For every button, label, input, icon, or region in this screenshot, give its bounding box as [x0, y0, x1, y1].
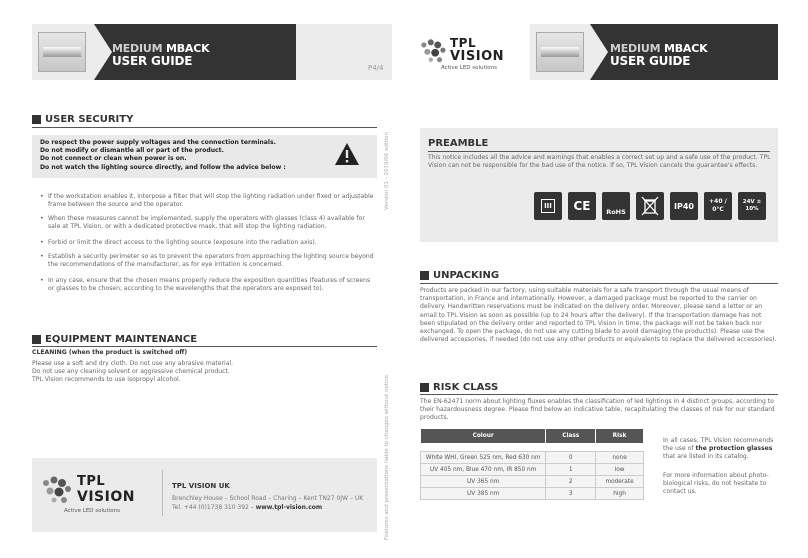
tpl-logo-dots-icon — [40, 475, 80, 505]
ip40-icon: IP40 — [670, 192, 698, 220]
risk-intro: The EN-62471 norm about lighting fluxes enables the classification of led lightings in 4 distinct groups, according to their hazardousness degree. Please find below an indicative table, recapitulating the classes of risk for our standard products. — [420, 398, 775, 422]
weee-bin-icon — [636, 192, 664, 220]
security-bullet: • Forbid or limit the direct access to the lighting source (exposure into the radiation axis). — [40, 239, 378, 247]
preamble-heading: PREAMBLE — [428, 138, 489, 149]
divider — [420, 283, 778, 284]
table-row: UV 385 nm 3 high — [421, 488, 644, 500]
footer-logo-tagline: Active LED solutions — [64, 508, 120, 514]
divider — [428, 151, 770, 152]
maintenance-heading: EQUIPMENT MAINTENANCE — [32, 334, 197, 345]
footer-logo-tpl: TPL — [77, 474, 106, 489]
divider — [32, 127, 377, 128]
header-logo-tagline: Active LED solutions — [441, 65, 497, 71]
version-text: Version 01 - 2019/06 edition — [384, 132, 390, 210]
unpacking-heading: UNPACKING — [420, 270, 499, 281]
header-logo-vision: VISION — [450, 49, 505, 64]
security-bullet: • If the workstation enables it, interpose a filter that will stop the lighting radiation under fixed or adjustable frame between the source and the operator. — [40, 193, 378, 209]
divider — [32, 346, 377, 347]
features-notice: Features and presentations liable to changes without notice. — [384, 373, 390, 540]
preamble-text: This notice includes all the advice and warnings that enables a correct set up and a safe use of the product. TPL Vision can not be responsible for the bad use of the notice. If so, TPL Vision cancels the guarantee's effects. — [428, 154, 771, 170]
user-security-heading: USER SECURITY — [32, 114, 133, 125]
table-row: UV 365 nm 2 moderate — [421, 476, 644, 488]
risk-note-contact: For more information about photo-biological risks, do not hesitate to contact us. — [663, 472, 769, 496]
product-image — [536, 32, 584, 72]
temperature-icon: +40 / 0°C — [704, 192, 732, 220]
security-bullet: • Establish a security perimeter so as to prevent the operators from approaching the lighting source beyond the recommendations of the manufacturer, as for eye irritation is concerned. — [40, 253, 378, 269]
column-header: Class — [546, 429, 596, 444]
risk-table — [420, 428, 644, 500]
security-bullet: • In any case, ensure that the chosen means properly reduce the exposition quantities (features of screens or glasses to be chosen, according to the wavelengths that the operators are exposed to). — [40, 277, 378, 293]
divider — [420, 394, 778, 395]
footer-logo-vision: VISION — [77, 489, 135, 505]
footer-divider — [162, 470, 163, 516]
table-row: UV 405 nm, Blue 470 nm, IR 850 nm 1 low — [421, 464, 644, 476]
class-iii-icon: III — [534, 192, 562, 220]
voltage-icon: 24V ± 10% — [738, 192, 766, 220]
footer-company: TPL VISION UK — [172, 482, 230, 490]
column-header: Colour — [421, 429, 546, 444]
right-header-title: MEDIUM MBACK USER GUIDE — [610, 42, 708, 68]
page-number: P4/4 — [368, 64, 384, 72]
table-row: White WHI, Green 525 nm, Red 630 nm 0 none — [421, 452, 644, 464]
product-image — [38, 32, 86, 72]
risk-note-glasses: In all cases, TPL Vision recommends the use of the protection glasses that are listed in its catalog. — [663, 437, 774, 461]
left-header-title: MEDIUM MBACK USER GUIDE — [112, 42, 210, 68]
warning-triangle-icon — [334, 142, 360, 166]
risk-class-heading: RISK CLASS — [420, 382, 498, 393]
unpacking-text: Products are packed in our factory, using suitable materials for a safe transport through the usual means of transportation, in France and internationally. However, a damaged package must be reported to the carrier on delivery. Handwritten reservations must be indicated on the delivery order. Moreover, please send a letter or an email to TPL Vision as soon as possible (up to 24 hours after the delivery). If the transportation damage has not been stipulated on the delivery order and reported to TPL Vision in time, the package will not be taken back nor exchanged. To open the package, do not use any cutting blade to avoid damaging the product(s). Please use the delivered accessories, if needed (do not use any other products or equivalents to replace the delivered accessories). — [420, 287, 777, 344]
security-bullet: • When these measures cannot be implemented, supply the operators with glasses (class 4) available for sale at TPL Vision, or with a dedicated protective mask, that will stop the lighting radiation. — [40, 215, 378, 231]
warning-list: Do respect the power supply voltages and the connection terminals. Do not modify or dismantle all or part of the product. Do not connect or clean when power is on. Do not watch the lighting source directly, and follow the advice below : — [40, 139, 286, 171]
cleaning-text: Please use a soft and dry cloth. Do not use any abrasive material. Do not use any cleaning solvent or aggressive chemical product. TPL Vision recommends to use isopropyl alcohol. — [32, 360, 234, 384]
column-header: Risk — [596, 429, 644, 444]
rohs-icon: RoHS — [602, 192, 630, 220]
header-logo-tpl: TPL — [450, 36, 477, 50]
footer-contact: Tel. +44 (0)1738 310 392 – www.tpl-vision.com — [172, 504, 323, 511]
tpl-logo-dots-icon — [418, 38, 454, 64]
website-link[interactable]: www.tpl-vision.com — [255, 504, 323, 511]
footer-address: Brenchley House – School Road – Charing – Kent TN27 0JW – UK — [172, 495, 364, 502]
table-header-row — [421, 429, 644, 444]
ce-icon: CE — [568, 192, 596, 220]
cleaning-subheading: CLEANING (when the product is switched off) — [32, 349, 188, 356]
